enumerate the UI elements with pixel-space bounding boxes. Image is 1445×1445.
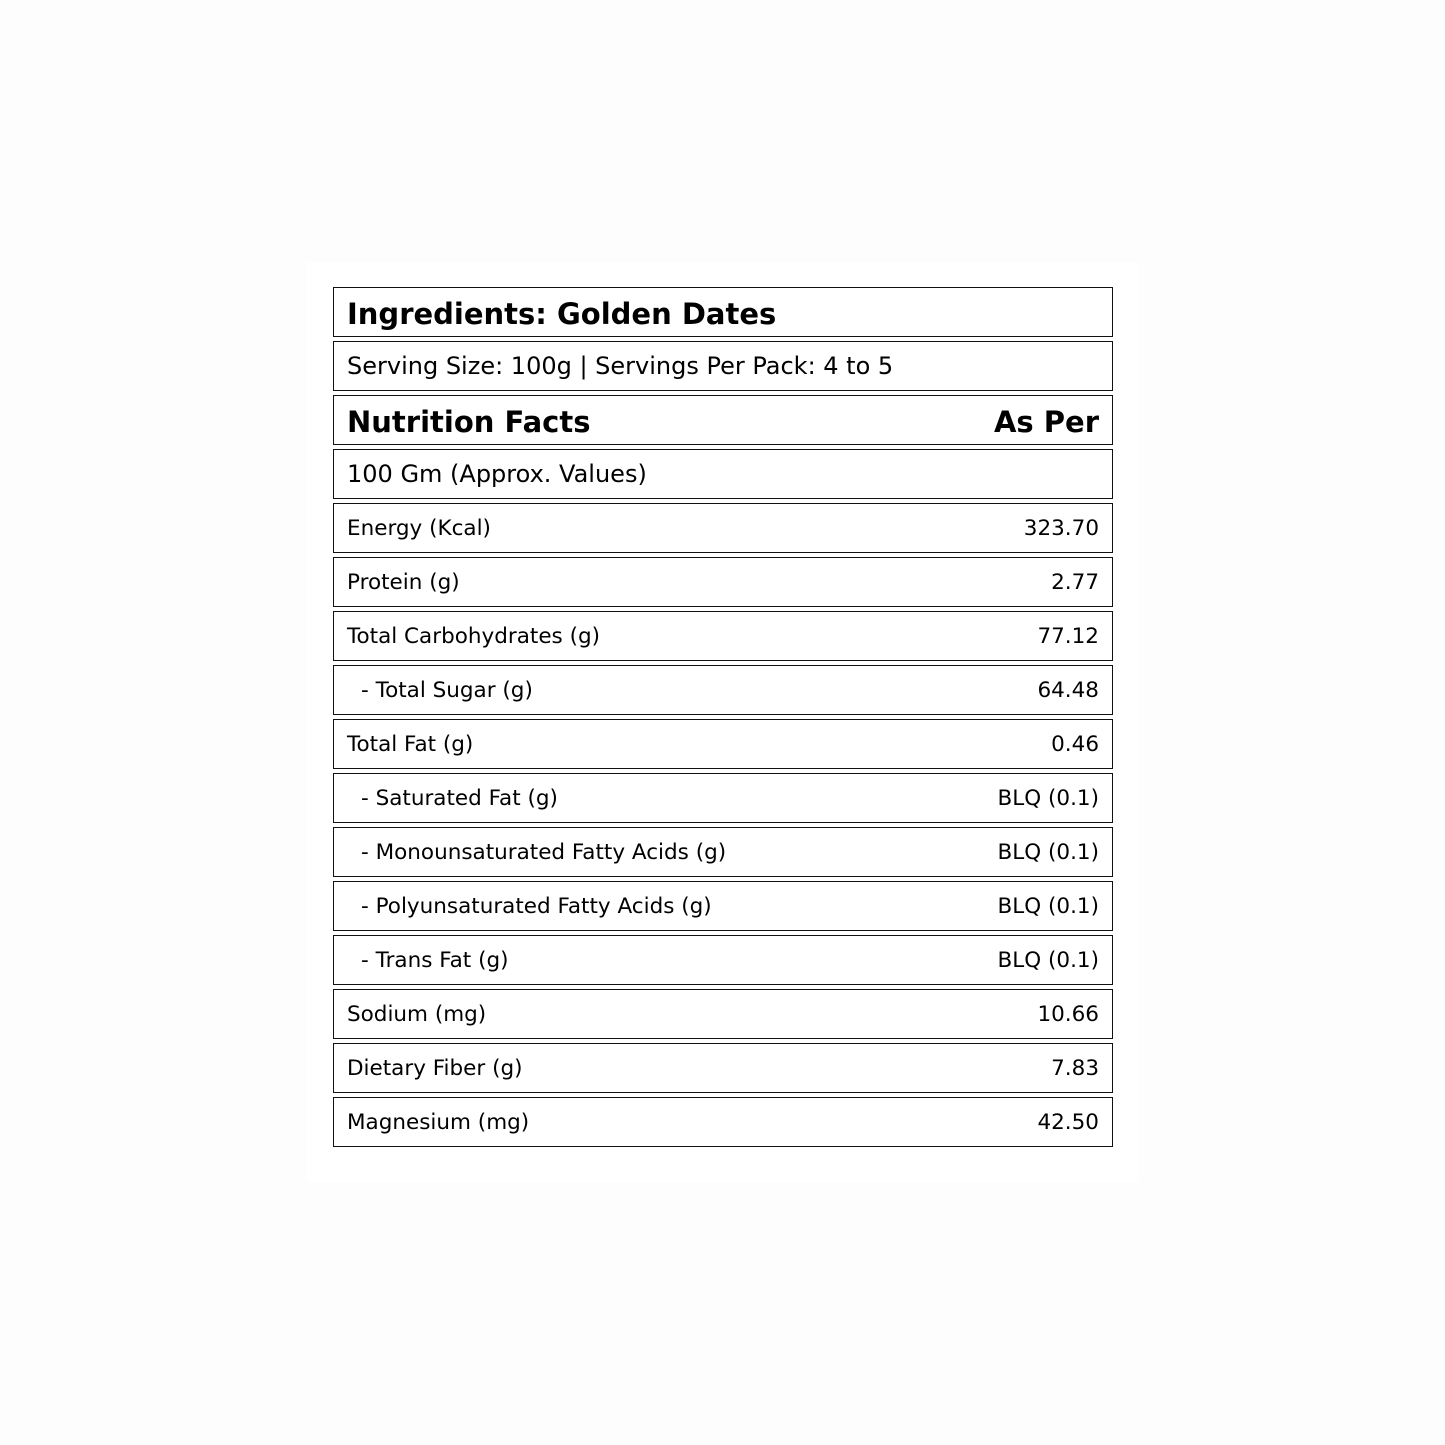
serving-text: Serving Size: 100g | Servings Per Pack: 4 to 5 bbox=[347, 352, 894, 380]
as-per-label: As Per bbox=[993, 405, 1099, 439]
nutrient-name: Dietary Fiber (g) bbox=[347, 1055, 523, 1081]
nutrient-value: BLQ (0.1) bbox=[997, 785, 1099, 811]
nutrient-row-protein bbox=[333, 557, 1113, 607]
nutrition-label bbox=[333, 287, 1113, 1151]
nutrient-value: 0.46 bbox=[1051, 731, 1099, 757]
nutrient-value: 323.70 bbox=[1023, 515, 1099, 541]
nutrient-name: - Total Sugar (g) bbox=[361, 677, 533, 703]
nutrient-row-total-sugar bbox=[333, 665, 1113, 715]
nutrient-name: - Polyunsaturated Fatty Acids (g) bbox=[361, 893, 712, 919]
nutrient-value: 2.77 bbox=[1051, 569, 1099, 595]
basis-row bbox=[333, 449, 1113, 499]
nutrient-name: - Trans Fat (g) bbox=[361, 947, 509, 973]
nutrient-value: BLQ (0.1) bbox=[997, 839, 1099, 865]
nutrient-row-polyunsaturated-fatty-acids bbox=[333, 881, 1113, 931]
nutrient-row-saturated-fat bbox=[333, 773, 1113, 823]
nutrient-value: 77.12 bbox=[1037, 623, 1099, 649]
nutrient-name: Total Fat (g) bbox=[347, 731, 474, 757]
nutrient-row-dietary-fiber bbox=[333, 1043, 1113, 1093]
nutrition-facts-header bbox=[333, 395, 1113, 445]
nutrient-row-magnesium bbox=[333, 1097, 1113, 1147]
nutrient-value: 10.66 bbox=[1037, 1001, 1099, 1027]
nutrient-value: BLQ (0.1) bbox=[997, 893, 1099, 919]
nutrient-name: Energy (Kcal) bbox=[347, 515, 491, 541]
nutrient-value: 64.48 bbox=[1037, 677, 1099, 703]
nutrient-name: Sodium (mg) bbox=[347, 1001, 487, 1027]
nutrient-value: 7.83 bbox=[1051, 1055, 1099, 1081]
nutrient-row-energy bbox=[333, 503, 1113, 553]
ingredients-row bbox=[333, 287, 1113, 337]
nutrition-facts-title: Nutrition Facts bbox=[347, 405, 591, 439]
nutrient-row-total-fat bbox=[333, 719, 1113, 769]
nutrient-name: Protein (g) bbox=[347, 569, 460, 595]
serving-row bbox=[333, 341, 1113, 391]
nutrient-name: - Saturated Fat (g) bbox=[361, 785, 558, 811]
nutrient-name: - Monounsaturated Fatty Acids (g) bbox=[361, 839, 727, 865]
nutrient-row-monounsaturated-fatty-acids bbox=[333, 827, 1113, 877]
basis-text: 100 Gm (Approx. Values) bbox=[347, 460, 647, 488]
nutrient-value: 42.50 bbox=[1037, 1109, 1099, 1135]
nutrient-row-sodium bbox=[333, 989, 1113, 1039]
nutrient-row-trans-fat bbox=[333, 935, 1113, 985]
nutrient-value: BLQ (0.1) bbox=[997, 947, 1099, 973]
nutrient-row-total-carbohydrates bbox=[333, 611, 1113, 661]
nutrient-name: Magnesium (mg) bbox=[347, 1109, 530, 1135]
nutrient-name: Total Carbohydrates (g) bbox=[347, 623, 601, 649]
ingredients-text: Ingredients: Golden Dates bbox=[347, 297, 777, 331]
